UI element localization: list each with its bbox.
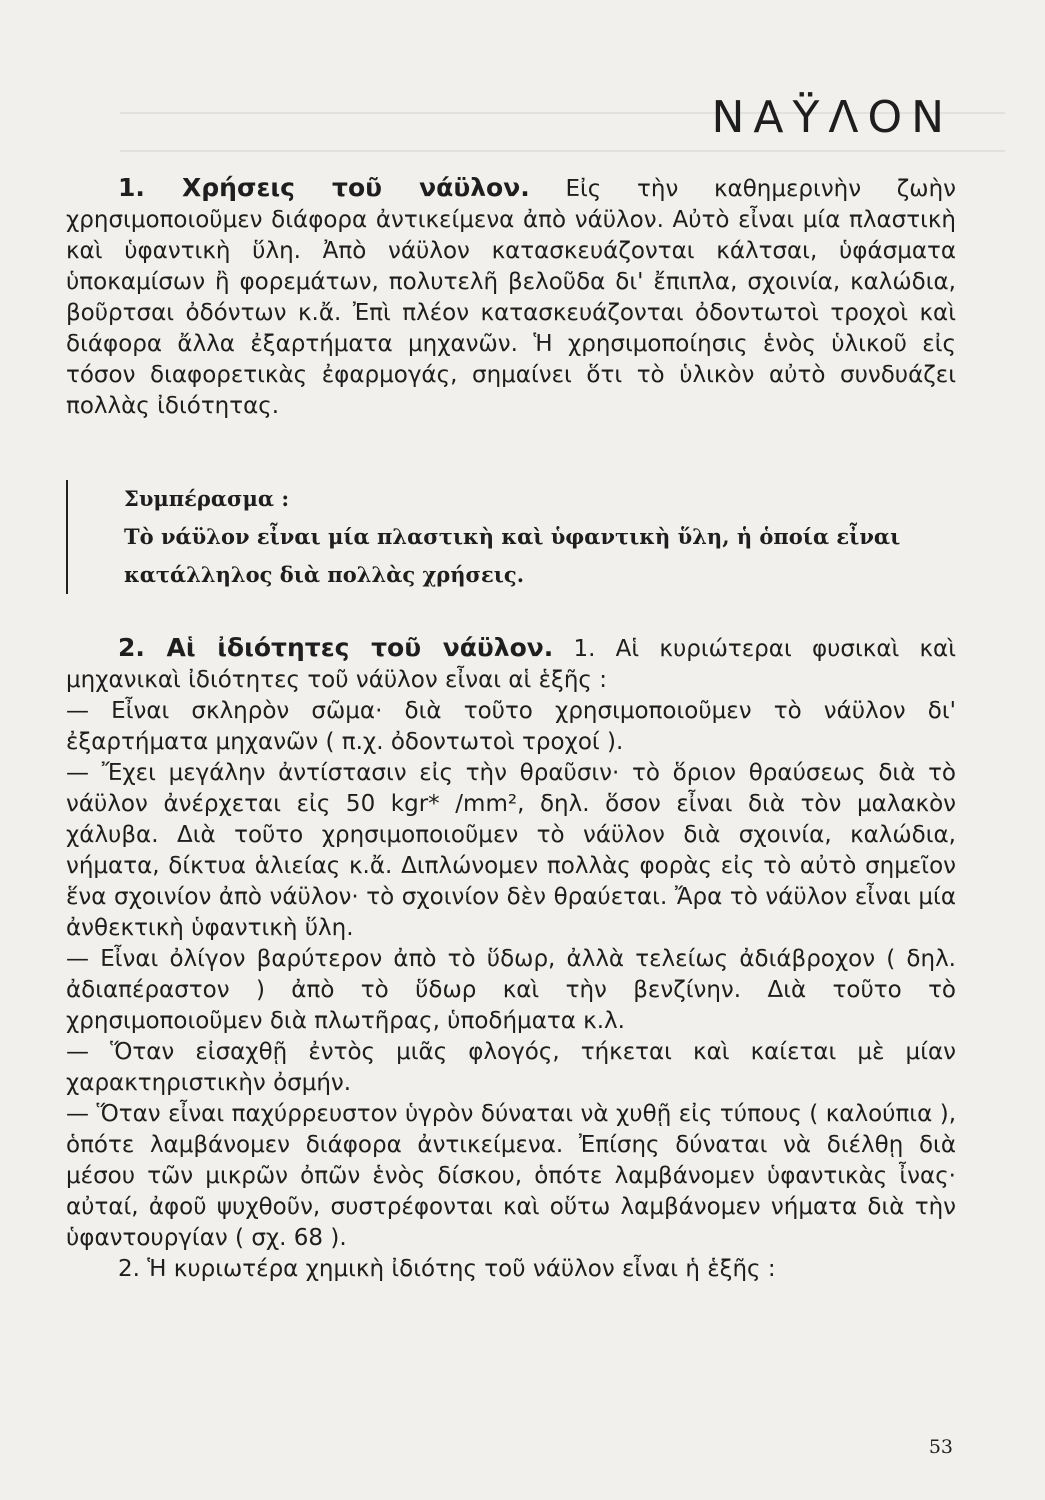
section-1-heading: 1. Χρήσεις τοῦ νάϋλον. (118, 173, 530, 202)
conclusion-label: Συμπέρασμα : (124, 486, 290, 511)
property-item: — Ὅταν εἰσαχθῇ ἐντὸς μιᾶς φλογός, τήκεται καὶ καίεται μὲ μίαν χαρακτηριστικὴν ὀσμήν. (66, 1039, 956, 1096)
bleed-through-line (120, 150, 1005, 152)
property-item: — Εἶναι ὀλίγον βαρύτερον ἀπὸ τὸ ὕδωρ, ἀλλὰ τελείως ἀδιάβροχον ( δηλ. ἀδιαπέραστον ) ἀπὸ τὸ ὕδωρ καὶ τὴν βενζίνην. Διὰ τοῦτο τὸ χρησιμοποιοῦμεν διὰ πλωτῆρας, ὑποδήματα κ.λ. (66, 946, 956, 1034)
section-2-intro: 1. Αἱ κυριώτεραι φυσικαὶ καὶ μηχανικαὶ ἰδιότητες τοῦ νάϋλον εἶναι αἱ ἑξῆς : (66, 636, 956, 693)
section-2-final-line: 2. Ἡ κυριωτέρα χημικὴ ἰδιότης τοῦ νάϋλον εἶναι ἡ ἑξῆς : (118, 1256, 776, 1282)
section-1-paragraph (66, 172, 956, 422)
section-1-text: Εἰς τὴν καθημερινὴν ζωὴν χρησιμοποιοῦμεν διάφορα ἀντικείμενα ἀπὸ νάϋλον. Αὐτὸ εἶναι μία πλαστικὴ καὶ ὑφαντικὴ ὕλη. Ἀπὸ νάϋλον κατασκευάζονται κάλτσαι, ὑφάσματα ὑποκαμίσων ἢ φορεμάτων, πολυτελῆ βελοῦδα δι' ἔπιπλα, σχοινία, καλώδια, βοῦρτσαι ὀδόντων κ.ἄ. Ἐπὶ πλέον κατασκευάζονται ὀδοντωτοὶ τροχοὶ καὶ διάφορα ἄλλα ἐξαρτήματα μηχανῶν. Ἡ χρησιμοποίησις ἑνὸς ὑλικοῦ εἰς τόσον διαφορετικὰς ἐφαρμογάς, σημαίνει ὅτι τὸ ὑλικὸν αὐτὸ συνδυάζει πολλὰς ἰδιότητας. (66, 176, 956, 419)
property-item: — Ἔχει μεγάλην ἀντίστασιν εἰς τὴν θραῦσιν· τὸ ὅριον θραύσεως διὰ τὸ νάϋλον ἀνέρχεται εἰς 50 kgr* /mm², δηλ. ὅσον εἶναι διὰ τὸν μαλακὸν χάλυβα. Διὰ τοῦτο χρησιμοποιοῦμεν τὸ νάϋλον διὰ σχοινία, καλώδια, νήματα, δίκτυα ἁλιείας κ.ἄ. Διπλώνομεν πολλὰς φορὰς εἰς τὸ αὐτὸ σημεῖον ἕνα σχοινίον ἀπὸ νάϋλον· τὸ σχοινίον δὲν θραύεται. Ἄρα τὸ νάϋλον εἶναι μία ἀνθεκτικὴ ὑφαντικὴ ὕλη. (66, 760, 956, 941)
section-2 (66, 632, 956, 1285)
property-item: — Εἶναι σκληρὸν σῶμα· διὰ τοῦτο χρησιμοποιοῦμεν τὸ νάϋλον δι' ἐξαρτήματα μηχανῶν ( π.χ. ὀδοντωτοὶ τροχοί ). (66, 698, 956, 755)
conclusion-box (66, 480, 956, 594)
property-item: — Ὅταν εἶναι παχύρρευστον ὑγρὸν δύναται νὰ χυθῇ εἰς τύπους ( καλούπια ), ὁπότε λαμβάνομεν διάφορα ἀντικείμενα. Ἐπίσης δύναται νὰ διέλθῃ διὰ μέσου τῶν μικρῶν ὀπῶν ἑνὸς δίσκου, ὁπότε λαμβάνομεν ὑφαντικὰς ἶνας· αὐταί, ἀφοῦ ψυχθοῦν, συστρέφονται καὶ οὕτω λαμβάνομεν νήματα διὰ τὴν ὑφαντουργίαν ( σχ. 68 ). (66, 1101, 956, 1251)
conclusion-text: Τὸ νάϋλον εἶναι μία πλαστικὴ καὶ ὑφαντικὴ ὕλη, ἡ ὁποία εἶναι κατάλληλος διὰ πολλὰς χρήσεις. (124, 524, 901, 587)
page-title: ΝΑΫΛΟΝ (711, 92, 953, 143)
section-2-heading: 2. Αἱ ἰδιότητες τοῦ νάϋλον. (118, 633, 554, 662)
page-number: 53 (928, 1436, 953, 1458)
section-2-intro-paragraph (66, 632, 956, 696)
